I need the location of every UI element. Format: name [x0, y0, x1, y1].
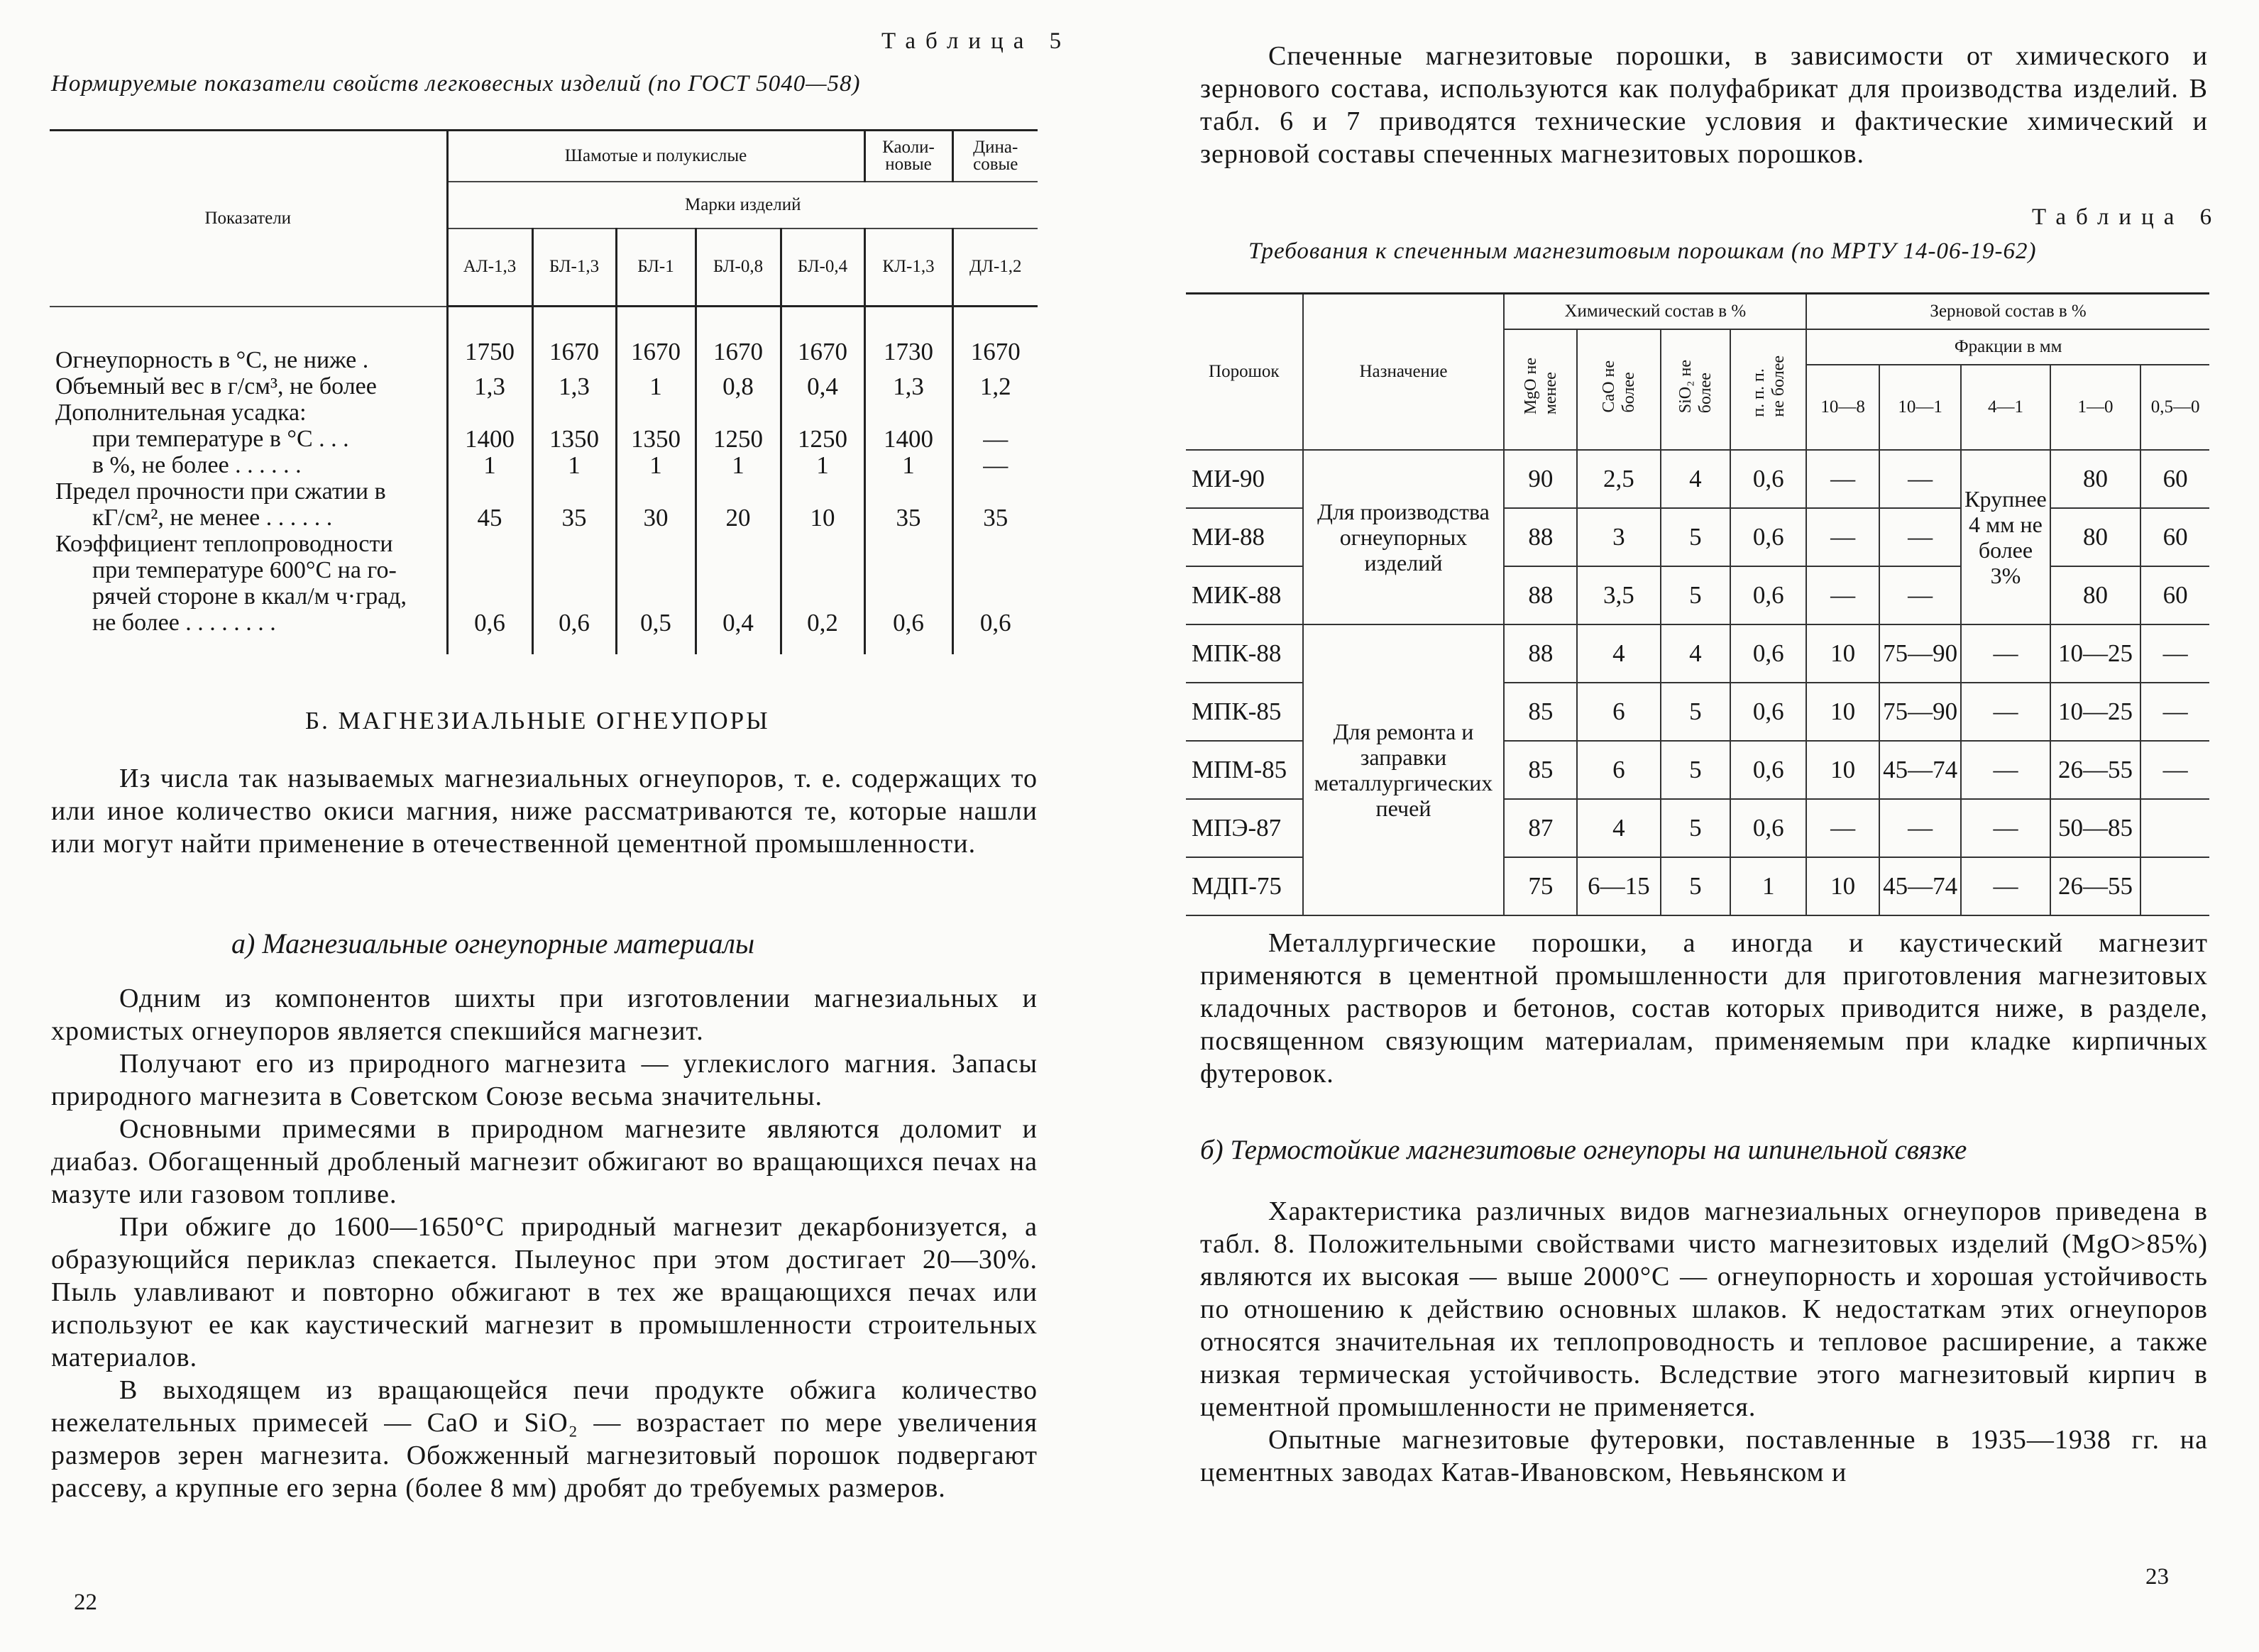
table5-cell: 0,6 — [864, 610, 952, 654]
table5-mark-header: БЛ-0,4 — [781, 228, 864, 307]
table5-cell: 1,2 — [952, 373, 1038, 400]
table5-cell — [864, 557, 952, 583]
table5-cell: 0,8 — [696, 373, 781, 400]
table6-cell: — — [2140, 683, 2209, 741]
table6-cell: 26—55 — [2050, 857, 2141, 915]
left-page — [0, 0, 1129, 1652]
right-body-text — [1200, 1195, 2208, 1489]
table5-cell: 35 — [864, 505, 952, 531]
table5-cell — [781, 557, 864, 583]
table5-cell: 1 — [781, 452, 864, 478]
section-heading: Б. МАГНЕЗИАЛЬНЫЕ ОГНЕУПОРЫ — [305, 707, 770, 734]
table5-cell: 1730 — [864, 307, 952, 373]
table6-cell: 75—90 — [1879, 683, 1961, 741]
table5-cell: 1400 — [447, 426, 532, 452]
table5-cell: — — [952, 452, 1038, 478]
table5-cell — [447, 400, 532, 426]
intro-text: Из числа так называемых магнезиальных огнеупоров, т. е. содержащих то или иное количество окиси магния, ниже рассматриваются те, которые нашли или могут найти применение в отечественной цементной промышленности. — [51, 764, 1038, 859]
table6-cell: 50—85 — [2050, 799, 2141, 857]
table5-cell: 0,6 — [447, 610, 532, 654]
table5-group-dinas: Дина-совые — [952, 131, 1038, 182]
table6-powder-name: МПЭ-87 — [1186, 799, 1303, 857]
table5-group-shamot: Шамотые и полукислые — [447, 131, 864, 182]
table5-row — [50, 505, 1038, 531]
table6-cell: 26—55 — [2050, 741, 2141, 799]
table5-mark-header: КЛ-1,3 — [864, 228, 952, 307]
table5-cell — [616, 557, 696, 583]
table6-cell: 75 — [1504, 857, 1577, 915]
left-paragraph: Получают его из природного магнезита — углекислого магния. Запасы природного магнезита в Советском Союзе весьма значительны. — [51, 1049, 1038, 1111]
table6-cell: 5 — [1661, 741, 1731, 799]
table5-cell: 1250 — [781, 426, 864, 452]
table6-cell: 6 — [1577, 741, 1660, 799]
table5-cell: 1350 — [532, 426, 616, 452]
table6-cell: 6 — [1577, 683, 1660, 741]
table6-subtitle: Требования к спеченным магнезитовым порошкам (по МРТУ 14-06-19-62) — [1248, 238, 2037, 264]
table6-col-sio2: SiO₂ не более — [1661, 329, 1731, 450]
table5-cell — [616, 400, 696, 426]
table6-col-mgo: MgO не менее — [1504, 329, 1577, 450]
table6-cell: 0,6 — [1730, 741, 1806, 799]
table5-row-label: при температуре в °С . . . — [92, 425, 349, 452]
table5-cell: 1670 — [616, 307, 696, 373]
table6-cell: — — [1879, 508, 1961, 566]
table6-grain-header: Зерновой состав в % — [1806, 294, 2209, 329]
table6-cell: 60 — [2140, 566, 2209, 624]
table6-cell: — — [1961, 683, 2050, 741]
table6-cell: 6—15 — [1577, 857, 1660, 915]
table5-cell: 1250 — [696, 426, 781, 452]
table6-cell: 88 — [1504, 508, 1577, 566]
table6-cell: 80 — [2050, 450, 2141, 508]
table6-powder-name: МИ-90 — [1186, 450, 1303, 508]
table6-cell: 85 — [1504, 741, 1577, 799]
table5-cell — [696, 557, 781, 583]
table6-purpose: Для ремонта и заправки металлургических печей — [1303, 624, 1505, 915]
table5-row-label: в %, не более . . . . . . — [92, 451, 302, 478]
table5-cell: 1400 — [864, 426, 952, 452]
table6-cell: 0,6 — [1730, 624, 1806, 683]
table5-cell: 35 — [952, 505, 1038, 531]
table6-cell: — — [1806, 799, 1879, 857]
table5-cell — [616, 478, 696, 505]
table6-col-cao: CaO не более — [1577, 329, 1660, 450]
table6-merged-4-1: Крупнее 4 мм не более 3% — [1961, 450, 2050, 624]
table5-cell: 0,2 — [781, 610, 864, 654]
table5-cell: 1670 — [781, 307, 864, 373]
table6-cell: 0,6 — [1730, 683, 1806, 741]
table6-cell: — — [1961, 799, 2050, 857]
table5-caption: Таблица 5 — [881, 28, 1072, 54]
table5-cell — [781, 531, 864, 557]
table5-cell: 1 — [616, 452, 696, 478]
table5-cell — [781, 478, 864, 505]
table6-cell: 10 — [1806, 624, 1879, 683]
table6-fractions-header: Фракции в мм — [1806, 329, 2209, 365]
table6-cell: 5 — [1661, 508, 1731, 566]
table6-powder-name: МИК-88 — [1186, 566, 1303, 624]
table6-cell: 3,5 — [1577, 566, 1660, 624]
table6-cell: — — [2140, 741, 2209, 799]
subheading-a: а) Магнезиальные огнеупорные материалы — [231, 927, 755, 959]
table5-cell — [532, 478, 616, 505]
table5-row — [50, 426, 1038, 452]
table6-cell: 2,5 — [1577, 450, 1660, 508]
table6-cell: 10—25 — [2050, 683, 2141, 741]
table5-cell — [616, 583, 696, 610]
table6-cell: 3 — [1577, 508, 1660, 566]
table5-mark-header: БЛ-1 — [616, 228, 696, 307]
table5-row — [50, 610, 1038, 654]
table6-fraction-col: 10—8 — [1806, 365, 1879, 450]
table6-powder-name: МПК-85 — [1186, 683, 1303, 741]
table6-cell: — — [1879, 450, 1961, 508]
right-paragraph: Характеристика различных видов магнезиальных огнеупоров приведена в табл. 8. Положительными свойствами чисто магнезитовых изделий (MgO>85%) являются их высокая — выше 2000°С — огнеупорность и хорошая устойчивость по отношению к действию основных шлаков. К недостаткам этих огнеупоров относятся значительная их теплопроводность и тепловое расширение, а также низкая термическая устойчивость. Вследствие этого магнезитовый кирпич в цементной промышленности не применяется. — [1200, 1196, 2208, 1422]
page-number-right: 23 — [2145, 1564, 2169, 1590]
table6-cell: 0,6 — [1730, 566, 1806, 624]
table6-cell: 10—25 — [2050, 624, 2141, 683]
table6-cell: 60 — [2140, 450, 2209, 508]
page-number-left: 22 — [74, 1590, 97, 1615]
table6-col-ppp: п. п. п. не более — [1730, 329, 1806, 450]
table6-fraction-col: 10—1 — [1879, 365, 1961, 450]
table6-fraction-col: 1—0 — [2050, 365, 2141, 450]
table6-cell: 45—74 — [1879, 741, 1961, 799]
table6-cell: — — [1879, 799, 1961, 857]
table5-mark-header: БЛ-0,8 — [696, 228, 781, 307]
table5-cell: 1 — [696, 452, 781, 478]
table5-cell — [696, 478, 781, 505]
left-paragraph: При обжиге до 1600—1650°С природный магнезит декарбонизуется, а образующийся периклаз спекается. Пылеунос при этом достигает 20—30%. Пыль улавливают и повторно обжигают в тех же вращающихся печах или используют ее как каустический магнезит в промышленности строительных материалов. — [51, 1212, 1038, 1372]
table6-cell: 88 — [1504, 624, 1577, 683]
table6-cell: — — [1806, 450, 1879, 508]
table5-cell: 0,4 — [696, 610, 781, 654]
table6-cell: 90 — [1504, 450, 1577, 508]
table5-cell: 1,3 — [864, 373, 952, 400]
table5-cell: 30 — [616, 505, 696, 531]
table5-cell — [696, 531, 781, 557]
left-paragraph: Основными примесями в природном магнезите являются доломит и диабаз. Обогащенный дробленый магнезит обжигают во вращающихся печах на мазуте или газовом топливе. — [51, 1114, 1038, 1209]
table6-cell: 5 — [1661, 857, 1731, 915]
table5-cell: 1 — [864, 452, 952, 478]
table6-cell: — — [1961, 624, 2050, 683]
intro-paragraph — [51, 762, 1038, 860]
table5-cell — [532, 557, 616, 583]
table5-cell — [532, 531, 616, 557]
table5-cell: 1,3 — [532, 373, 616, 400]
left-paragraph: В выходящем из вращающейся печи продукте обжига количество нежелательных примесей — CaO и SiO₂ — возрастает по мере увеличения размеров зерен магнезита. Обожженный магнезитовый порошок подвергают рассеву, а крупные его зерна (более 8 мм) дробят до требуемых размеров. — [51, 1375, 1038, 1503]
table6-cell — [2140, 799, 2209, 857]
table6-cell: 10 — [1806, 683, 1879, 741]
left-paragraph: Одним из компонентов шихты при изготовлении магнезиальных и хромистых огнеупоров является спекшийся магнезит. — [51, 984, 1038, 1046]
table5-cell — [447, 478, 532, 505]
table6-cell: 1 — [1730, 857, 1806, 915]
table6-cell: 5 — [1661, 566, 1731, 624]
table5-cell: 0,6 — [952, 610, 1038, 654]
table6-cell — [2140, 857, 2209, 915]
right-paragraph: Опытные магнезитовые футеровки, поставленные в 1935—1938 гг. на цементных заводах Катав-Ивановском, Невьянском и — [1200, 1425, 2208, 1487]
table5-subtitle: Нормируемые показатели свойств легковесных изделий (по ГОСТ 5040—58) — [51, 71, 861, 97]
table5-row — [50, 557, 1038, 583]
table6-cell: — — [1806, 566, 1879, 624]
table5-cell — [696, 583, 781, 610]
table6-chem-header: Химический состав в % — [1504, 294, 1806, 329]
table6-powder-name: МПМ-85 — [1186, 741, 1303, 799]
table6-cell: 45—74 — [1879, 857, 1961, 915]
table5-cell — [952, 531, 1038, 557]
table5-cell — [532, 400, 616, 426]
table6-cell: 4 — [1577, 624, 1660, 683]
table6-cell: 88 — [1504, 566, 1577, 624]
table5-row — [50, 531, 1038, 557]
table6-cell: 0,6 — [1730, 799, 1806, 857]
table6-cell: — — [2140, 624, 2209, 683]
table5-cell: 1 — [532, 452, 616, 478]
table5-mark-header: ДЛ-1,2 — [952, 228, 1038, 307]
table6-powder-header: Порошок — [1186, 294, 1303, 450]
table6-powder-name: МДП-75 — [1186, 857, 1303, 915]
table6-purpose-header: Назначение — [1303, 294, 1505, 450]
table5-cell: 1350 — [616, 426, 696, 452]
table6-cell: — — [1879, 566, 1961, 624]
table6-cell: 0,6 — [1730, 450, 1806, 508]
table5-cell — [781, 400, 864, 426]
table6-cell: 75—90 — [1879, 624, 1961, 683]
table5-mark-header: АЛ-1,3 — [447, 228, 532, 307]
table5-cell: 1 — [447, 452, 532, 478]
table5-marks-header: Марки изделий — [447, 182, 1038, 228]
table6-cell: 10 — [1806, 741, 1879, 799]
table5-cell — [864, 583, 952, 610]
table5-row-label: Огнеупорность в °С, не ниже . — [55, 346, 369, 373]
table5-cell: 1670 — [952, 307, 1038, 373]
table5-row-label: рячей стороне в ккал/м ч·град, — [92, 583, 407, 610]
right-top-text: Спеченные магнезитовые порошки, в зависимости от химического и зернового состава, используются как полуфабрикат для производства изделий. В табл. 6 и 7 приводятся технические условия и фактические химический и зерновой составы спеченных магнезитовых порошков. — [1200, 41, 2208, 169]
table5-cell — [781, 583, 864, 610]
table5-cell: 1750 — [447, 307, 532, 373]
left-body-text — [51, 982, 1038, 1504]
table5-row-label: при температуре 600°С на го- — [92, 556, 397, 583]
table5-cell — [447, 531, 532, 557]
table6-cell: 0,6 — [1730, 508, 1806, 566]
table5-cell — [952, 400, 1038, 426]
table5-cell — [532, 583, 616, 610]
table6-cell: 85 — [1504, 683, 1577, 741]
table5-cell: 45 — [447, 505, 532, 531]
table6-powder-name: МПК-88 — [1186, 624, 1303, 683]
table6-cell: 80 — [2050, 508, 2141, 566]
table5-cell: 1670 — [532, 307, 616, 373]
table6-fraction-col: 0,5—0 — [2140, 365, 2209, 450]
subheading-b: б) Термостойкие магнезитовые огнеупоры на шпинельной связке — [1200, 1135, 1967, 1165]
table5-cell — [952, 478, 1038, 505]
table5-cell — [447, 583, 532, 610]
table6-row — [1186, 450, 2209, 508]
table5-group-kaolin: Каоли-новые — [864, 131, 952, 182]
table6-fraction-col: 4—1 — [1961, 365, 2050, 450]
table5-cell: 10 — [781, 505, 864, 531]
table5-cell: 0,4 — [781, 373, 864, 400]
table6-cell: 4 — [1577, 799, 1660, 857]
table5-row-label: не более . . . . . . . . — [92, 609, 276, 636]
table5-cell — [952, 557, 1038, 583]
table5-row-label: Коэффициент теплопроводности — [55, 530, 393, 557]
table5-cell: — — [952, 426, 1038, 452]
table5-row-label: Дополнительная усадка: — [55, 399, 307, 426]
table5-cell: 1670 — [696, 307, 781, 373]
table5-cell — [864, 531, 952, 557]
table5-row-label: Объемный вес в г/см³, не более — [55, 373, 377, 400]
table6-caption: Таблица 6 — [2032, 204, 2222, 230]
table5-row — [50, 583, 1038, 610]
table5-cell — [952, 583, 1038, 610]
table6-cell: — — [1806, 508, 1879, 566]
table6-powder-name: МИ-88 — [1186, 508, 1303, 566]
table6 — [1186, 292, 2209, 916]
table5-row — [50, 307, 1038, 373]
table5-row — [50, 400, 1038, 426]
table5-cell: 1 — [616, 373, 696, 400]
table5 — [50, 129, 1038, 654]
table6-cell: 4 — [1661, 450, 1731, 508]
table5-indicators-header: Показатели — [50, 131, 447, 307]
table5-cell: 0,6 — [532, 610, 616, 654]
right-page — [1129, 0, 2259, 1652]
table5-cell: 35 — [532, 505, 616, 531]
table5-cell — [447, 557, 532, 583]
table5-row — [50, 478, 1038, 505]
table6-row — [1186, 624, 2209, 683]
table6-cell: — — [1961, 741, 2050, 799]
table6-cell: 5 — [1661, 683, 1731, 741]
table5-row-label: кГ/см², не менее . . . . . . — [92, 504, 333, 531]
table5-row — [50, 373, 1038, 400]
table5-row-label: Предел прочности при сжатии в — [55, 478, 386, 505]
table5-cell: 20 — [696, 505, 781, 531]
table6-purpose: Для производства огнеупорных изделий — [1303, 450, 1505, 624]
table5-row — [50, 452, 1038, 478]
table5-cell: 0,5 — [616, 610, 696, 654]
right-metallurgical-paragraph — [1200, 927, 2208, 1090]
table6-cell: 10 — [1806, 857, 1879, 915]
table5-mark-header: БЛ-1,3 — [532, 228, 616, 307]
table5-cell — [696, 400, 781, 426]
table6-cell: 5 — [1661, 799, 1731, 857]
right-metallurgical-text: Металлургические порошки, а иногда и каустический магнезит применяются в цементной промышленности для приготовления магнезитовых кладочных растворов и бетонов, состав которых приводится ниже, в разделе, посвященном связующим материалам, применяемым при кладке кирпичных футеровок. — [1200, 928, 2208, 1089]
table5-cell — [864, 478, 952, 505]
table6-cell: 80 — [2050, 566, 2141, 624]
table5-cell — [616, 531, 696, 557]
table6-cell: 4 — [1661, 624, 1731, 683]
table5-cell: 1,3 — [447, 373, 532, 400]
table6-cell: 87 — [1504, 799, 1577, 857]
table5-cell — [864, 400, 952, 426]
right-top-paragraph — [1200, 40, 2208, 170]
table6-cell: 60 — [2140, 508, 2209, 566]
table6-cell: — — [1961, 857, 2050, 915]
